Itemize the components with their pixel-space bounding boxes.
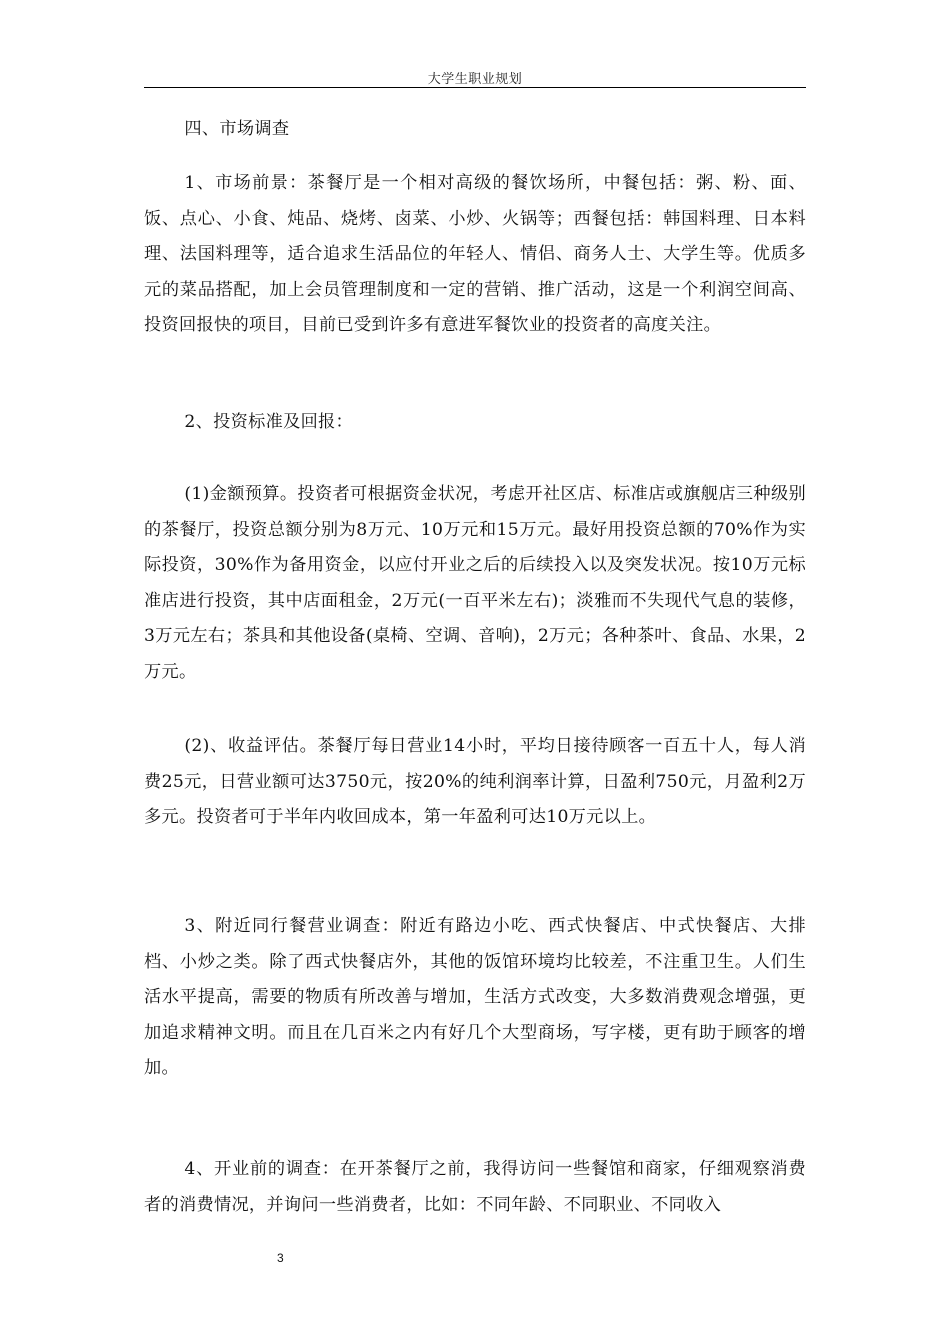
paragraph-market-outlook [144,166,806,344]
paragraph-investment-heading [144,405,806,441]
paragraph-nearby-competitors [144,909,806,1087]
paragraph: (1)金额预算。投资者可根据资金状况，考虑开社区店、标准店或旗舰店三种级别的茶餐厅，投资总额分别为8万元、10万元和15万元。最好用投资总额的70%作为实际投资，30%作为备用资金，以应付开业之后的后续投入以及突发状况。按10万元标准店进行投资，其中店面租金，2万元(一百平米左右)；淡雅而不失现代气息的装修，3万元左右；茶具和其他设备(桌椅、空调、音响)，2万元；各种茶叶、食品、水果，2万元。 [144,484,806,682]
paragraph: 3、附近同行餐营业调查：附近有路边小吃、西式快餐店、中式快餐店、大排档、小炒之类。除了西式快餐店外，其他的饭馆环境均比较差，不注重卫生。人们生活水平提高，需要的物质有所改善与增加，生活方式改变，大多数消费观念增强，更加追求精神文明。而且在几百米之内有好几个大型商场，写字楼，更有助于顾客的增加。 [144,916,806,1078]
paragraph: 1、市场前景：茶餐厅是一个相对高级的餐饮场所，中餐包括：粥、粉、面、饭、点心、小食、炖品、烧烤、卤菜、小炒、火锅等；西餐包括：韩国料理、日本料理、法国料理等，适合追求生活品位的年轻人、情侣、商务人士、大学生等。优质多元的菜品搭配，加上会员管理制度和一定的营销、推广活动，这是一个利润空间高、投资回报快的项目，目前已受到许多有意进军餐饮业的投资者的高度关注。 [144,173,806,335]
paragraph: (2)、收益评估。茶餐厅每日营业14小时，平均日接待顾客一百五十人，每人消费25元，日营业额可达3750元，按20%的纯利润率计算，日盈利750元，月盈利2万多元。投资者可于半年内收回成本，第一年盈利可达10万元以上。 [144,736,806,827]
paragraph: 4、开业前的调查：在开茶餐厅之前，我得访问一些餐馆和商家，仔细观察消费者的消费情况，并询问一些消费者，比如：不同年龄、不同职业、不同收入 [144,1159,806,1215]
paragraph-budget [144,477,806,690]
paragraph: 2、投资标准及回报： [184,412,354,432]
page-number: 3 [277,1251,284,1265]
section-heading: 四、市场调查 [184,119,290,139]
section-heading-block [144,112,806,148]
paragraph-revenue-estimate [144,729,806,836]
header-divider [144,87,806,88]
document-body [144,112,806,1242]
header-title: 大学生职业规划 [427,72,523,87]
paragraph-pre-opening-survey [144,1152,806,1223]
